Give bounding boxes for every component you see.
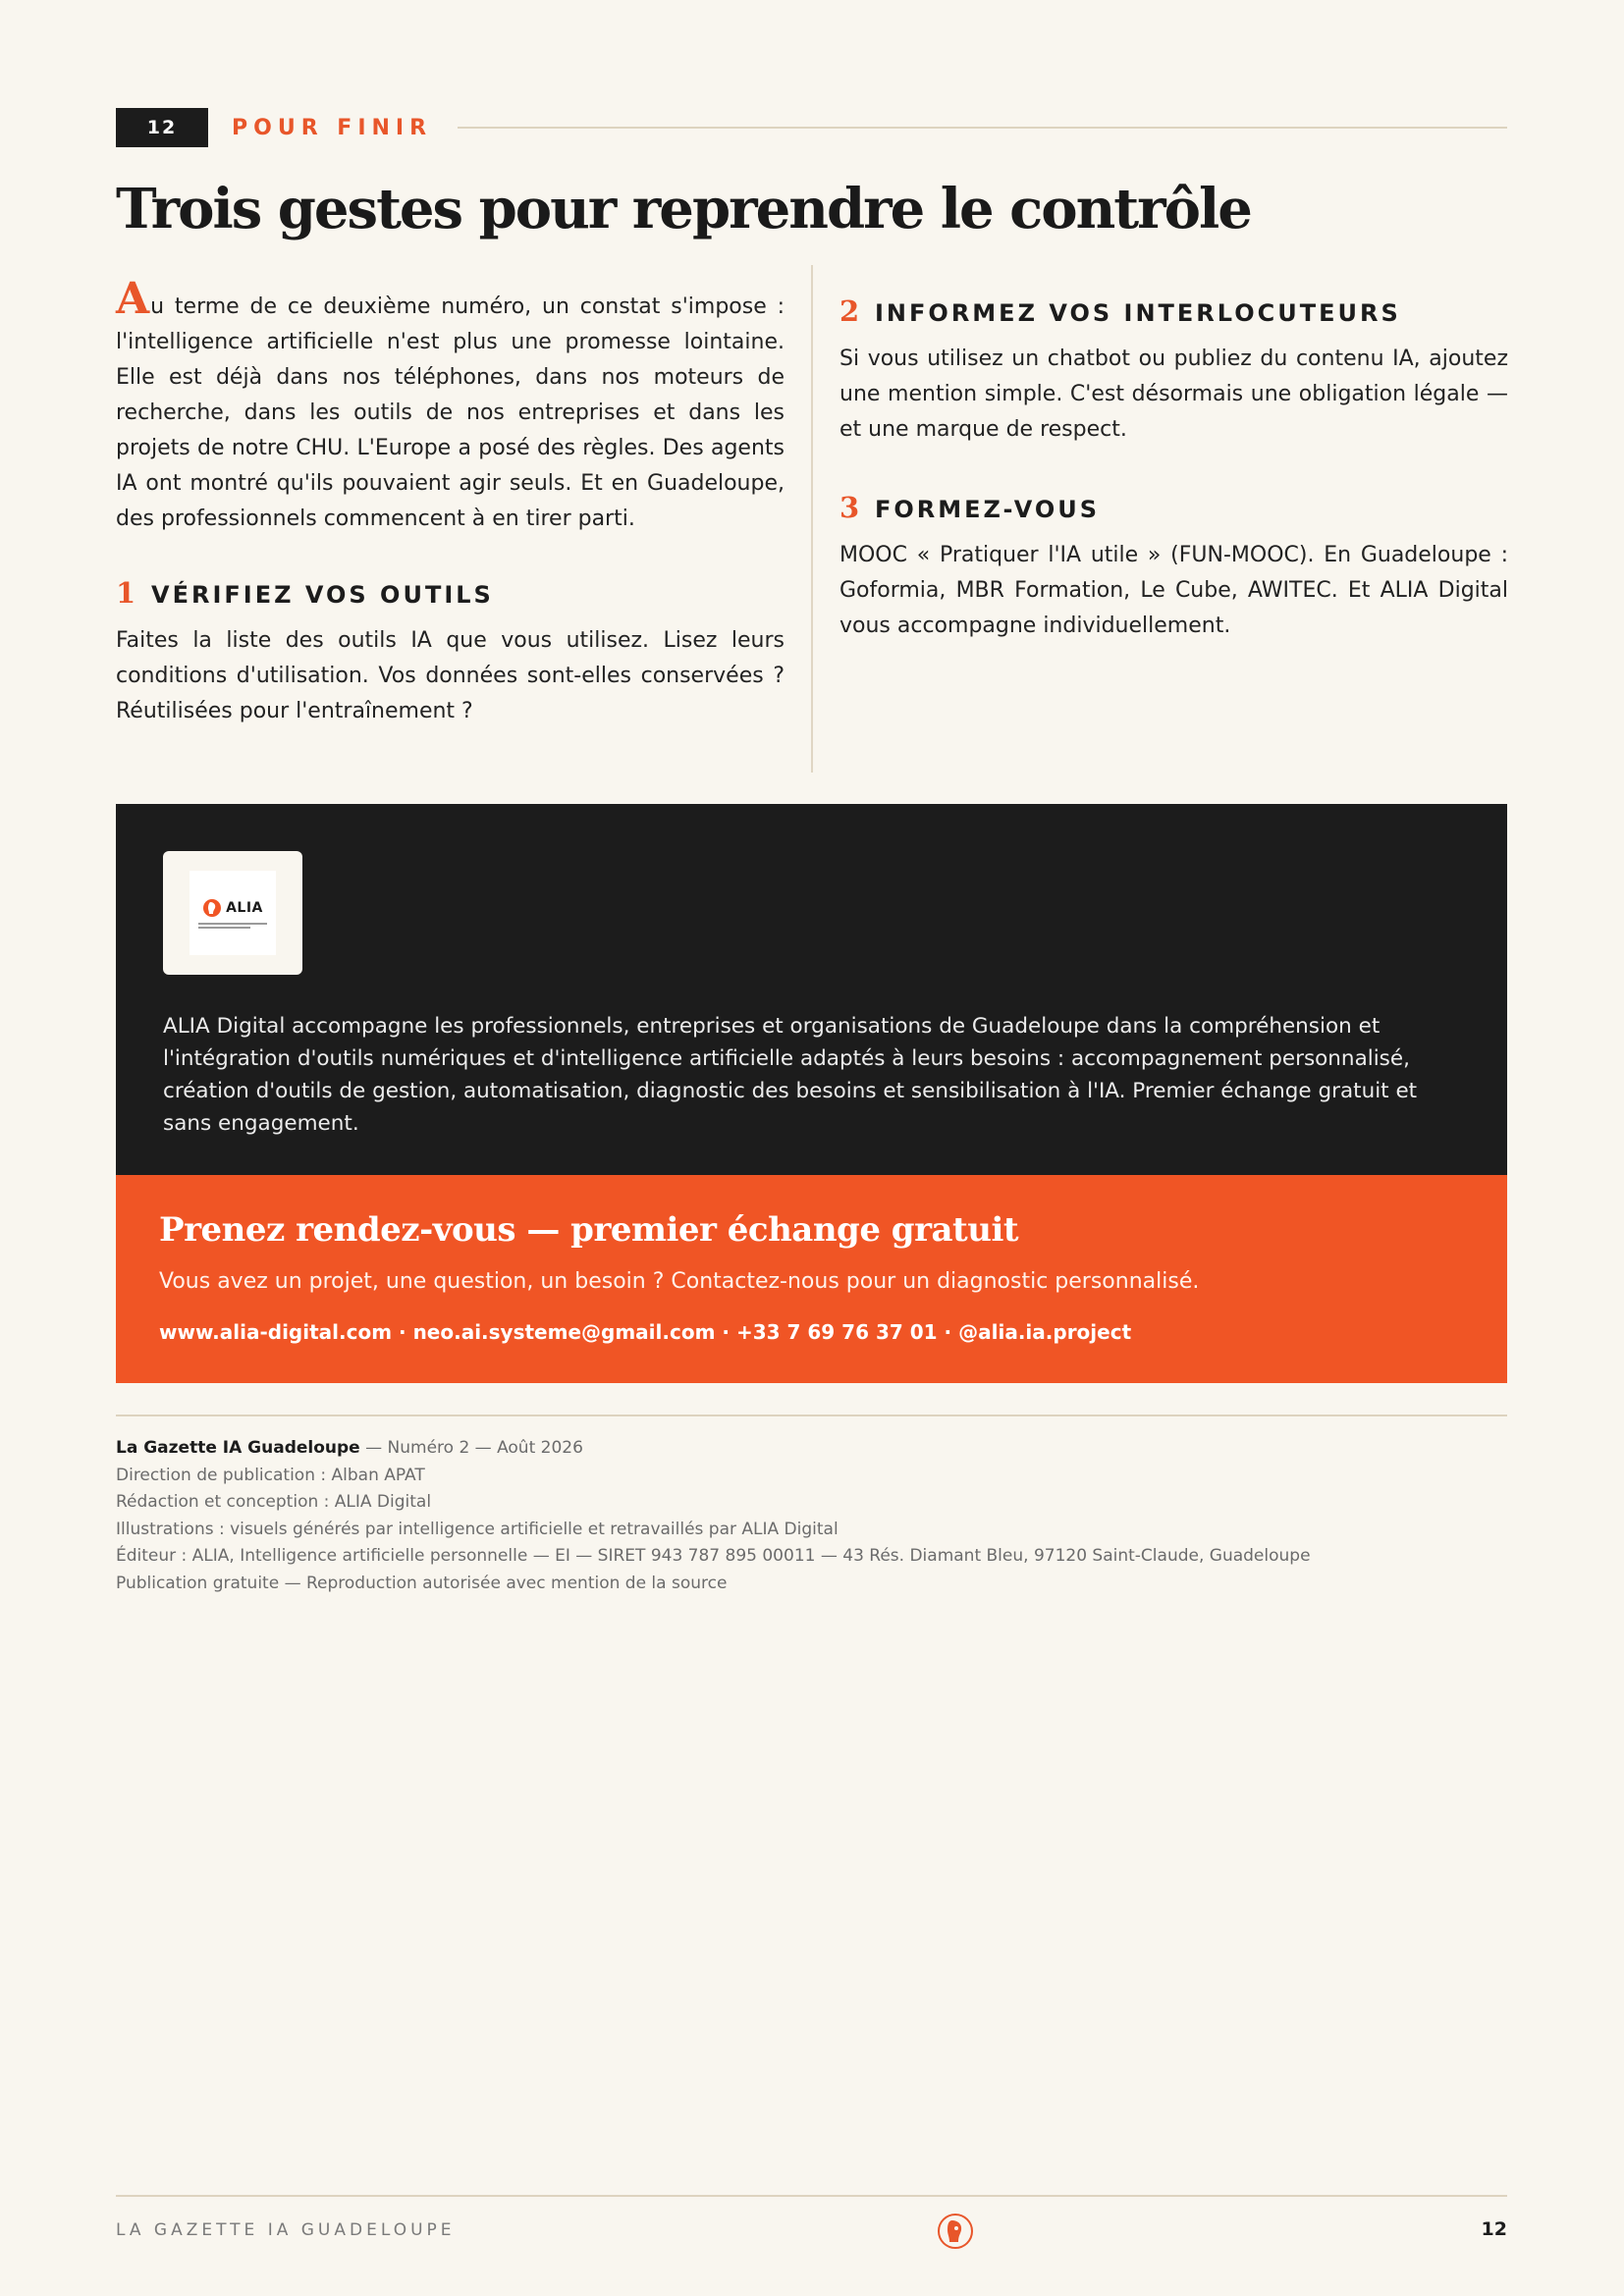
step-1-heading <box>116 576 785 610</box>
alia-logo-card <box>163 851 302 975</box>
footer-logo-icon <box>937 2213 974 2250</box>
publication-issue: — Numéro 2 — Août 2026 <box>359 1438 583 1458</box>
promo-block <box>116 804 1507 1175</box>
header-rule <box>458 127 1507 129</box>
step-3-heading <box>839 491 1508 524</box>
step-2-text: Si vous utilisez un chatbot ou publiez du contenu IA, ajoutez une mention simple. C'est désormais une obligation légale — et une marque de respect. <box>839 347 1508 442</box>
drop-cap: A <box>116 274 150 324</box>
section-header <box>116 108 1507 147</box>
section-label: POUR FINIR <box>232 115 433 140</box>
colophon-line: Direction de publication : Alban APAT <box>116 1465 425 1485</box>
colophon-line: Illustrations : visuels générés par intelligence artificielle et retravaillés par ALIA Digital <box>116 1519 839 1539</box>
alia-logo-text: ALIA <box>226 899 263 916</box>
cta-block <box>116 1175 1507 1383</box>
step-1-text: Faites la liste des outils IA que vous utilisez. Lisez leurs conditions d'utilisation. Vos données sont-elles conservées ? Réutilisées pour l'entraînement ? <box>116 628 785 723</box>
footer-publication-name: LA GAZETTE IA GUADELOUPE <box>116 2220 456 2240</box>
step-2-number: 2 <box>839 294 860 328</box>
step-1-number: 1 <box>116 576 136 610</box>
colophon <box>116 1435 1507 1597</box>
colophon-line: Éditeur : ALIA, Intelligence artificielle personnelle — EI — SIRET 943 787 895 00011 — 43 Rés. Diamant Bleu, 97120 Saint-Claude, Guadeloupe <box>116 1546 1311 1566</box>
intro-text: u terme de ce deuxième numéro, un constat s'impose : l'intelligence artificielle n'est plus une promesse lointaine. Elle est déjà dans nos téléphones, dans nos moteurs de recherche, dans les outils de nos entreprises et dans les projets de notre CHU. L'Europe a posé des règles. Des agents IA ont montré qu'ils pouvaient agir seuls. Et en Guadeloupe, des professionnels commencent à en tirer parti. <box>116 294 785 531</box>
step-2-title: INFORMEZ VOS INTERLOCUTEURS <box>875 299 1401 327</box>
footer-page-number: 12 <box>1481 2218 1507 2240</box>
footer-rule <box>116 2195 1507 2197</box>
alia-logo <box>189 871 276 955</box>
step-1-title: VÉRIFIEZ VOS OUTILS <box>151 581 494 609</box>
cta-title: Prenez rendez-vous — premier échange gratuit <box>159 1210 1019 1250</box>
publication-name: La Gazette IA Guadeloupe <box>116 1438 360 1458</box>
colophon-line: Rédaction et conception : ALIA Digital <box>116 1492 432 1512</box>
cta-contacts[interactable]: www.alia-digital.com · neo.ai.systeme@gmail.com · +33 7 69 76 37 01 · @alia.ia.project <box>159 1320 1132 1344</box>
left-column <box>116 265 785 729</box>
column-divider <box>811 265 813 773</box>
colophon-publication <box>116 1435 1507 1463</box>
step-3-text: MOOC « Pratiquer l'IA utile » (FUN-MOOC). En Guadeloupe : Goformia, MBR Formation, Le Cube, AWITEC. Et ALIA Digital vous accompagne individuellement. <box>839 543 1508 638</box>
colophon-rule <box>116 1415 1507 1416</box>
colophon-line: Publication gratuite — Reproduction autorisée avec mention de la source <box>116 1573 728 1593</box>
cta-subtitle: Vous avez un projet, une question, un besoin ? Contactez-nous pour un diagnostic personnalisé. <box>159 1269 1200 1294</box>
page <box>116 0 1507 2296</box>
page-number-badge: 12 <box>116 108 208 147</box>
promo-text: ALIA Digital accompagne les professionnels, entreprises et organisations de Guadeloupe dans la compréhension et l'intégration d'outils numériques et d'intelligence artificielle adaptés à leurs besoins : accompagnement personnalisé, création d'outils de gestion, automatisation, diagnostic des besoins et sensibilisation à l'IA. Premier échange gratuit et sans engagement. <box>163 1014 1418 1136</box>
alia-logo-mark-icon <box>202 898 222 918</box>
step-3-number: 3 <box>839 491 860 524</box>
step-2-heading <box>839 294 1508 328</box>
step-3-title: FORMEZ-VOUS <box>875 496 1101 523</box>
page-title: Trois gestes pour reprendre le contrôle <box>116 177 1251 241</box>
intro-paragraph <box>116 274 785 537</box>
logo-tagline-lines <box>198 921 267 929</box>
right-column <box>839 294 1508 644</box>
